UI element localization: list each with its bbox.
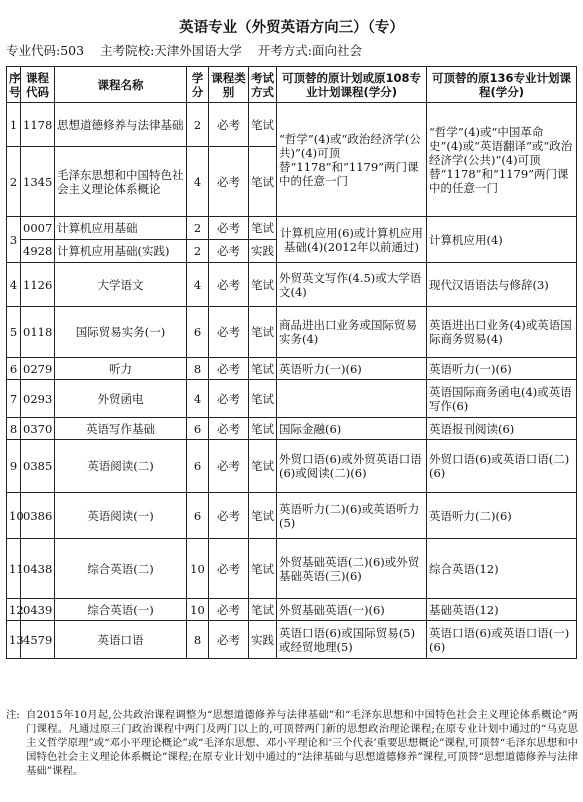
header-seq: 序号 [7, 67, 21, 103]
cell-sub136: 英语国际商务函电(4)或英语写作(6) [427, 380, 577, 418]
cell-code: 1178 [21, 103, 55, 147]
table-row [7, 621, 577, 659]
cell-seq: 12 [7, 599, 21, 621]
cell-code: 0439 [21, 599, 55, 621]
cell-type: 必考 [209, 103, 249, 147]
cell-sub108: 英语听力(一)(6) [277, 358, 427, 380]
cell-exam: 笔试 [249, 440, 277, 493]
cell-credit: 6 [187, 493, 209, 539]
cell-seq: 10 [7, 493, 21, 539]
table-row [7, 358, 577, 380]
cell-credit: 10 [187, 539, 209, 599]
cell-exam: 笔试 [249, 539, 277, 599]
cell-sub136: 基础英语(12) [427, 599, 577, 621]
program-code: 专业代码:503 [6, 43, 85, 58]
cell-type: 必考 [209, 240, 249, 263]
cell-credit: 2 [187, 103, 209, 147]
cell-sub136: 计算机应用(4) [427, 217, 577, 263]
header-name: 课程名称 [55, 67, 187, 103]
table-row [7, 263, 577, 307]
cell-sub108: 计算机应用(6)或计算机应用基础(4)(2012年以前通过) [277, 217, 427, 263]
cell-type: 必考 [209, 217, 249, 240]
cell-code: 0385 [21, 440, 55, 493]
table-row [7, 418, 577, 440]
cell-type: 必考 [209, 380, 249, 418]
cell-sub136: 英语报刊阅读(6) [427, 418, 577, 440]
table-row [7, 103, 577, 147]
cell-exam: 实践 [249, 240, 277, 263]
cell-sub136: 现代汉语语法与修辞(3) [427, 263, 577, 307]
cell-code: 4928 [21, 240, 55, 263]
exam-school: 主考院校:天津外国语大学 [100, 43, 242, 58]
cell-name: 思想道德修养与法律基础 [55, 103, 187, 147]
cell-sub136: 英语听力(一)(6) [427, 358, 577, 380]
cell-seq: 8 [7, 418, 21, 440]
cell-credit: 4 [187, 147, 209, 217]
cell-name: 毛泽东思想和中国特色社会主义理论体系概论 [55, 147, 187, 217]
cell-type: 必考 [209, 493, 249, 539]
cell-credit: 6 [187, 307, 209, 358]
cell-exam: 笔试 [249, 103, 277, 147]
cell-exam: 笔试 [249, 418, 277, 440]
cell-code: 0279 [21, 358, 55, 380]
cell-credit: 2 [187, 217, 209, 240]
cell-credit: 2 [187, 240, 209, 263]
cell-credit: 8 [187, 621, 209, 659]
cell-sub108: 商品进出口业务或国际贸易实务(4) [277, 307, 427, 358]
cell-seq: 2 [7, 147, 21, 217]
cell-name: 计算机应用基础 [55, 217, 187, 240]
cell-name: 英语阅读(二) [55, 440, 187, 493]
cell-sub108: 外贸基础英语(一)(6) [277, 599, 427, 621]
cell-type: 必考 [209, 147, 249, 217]
header-exam: 考试方式 [249, 67, 277, 103]
cell-seq: 4 [7, 263, 21, 307]
header-credit: 学分 [187, 67, 209, 103]
cell-code: 4579 [21, 621, 55, 659]
cell-name: 综合英语(一) [55, 599, 187, 621]
cell-exam: 实践 [249, 621, 277, 659]
cell-name: 英语阅读(一) [55, 493, 187, 539]
cell-name: 计算机应用基础(实践) [55, 240, 187, 263]
table-row [7, 493, 577, 539]
cell-name: 英语写作基础 [55, 418, 187, 440]
cell-type: 必考 [209, 440, 249, 493]
cell-code: 0386 [21, 493, 55, 539]
cell-seq: 13 [7, 621, 21, 659]
cell-exam: 笔试 [249, 358, 277, 380]
cell-sub136: 综合英语(12) [427, 539, 577, 599]
cell-exam: 笔试 [249, 307, 277, 358]
cell-type: 必考 [209, 358, 249, 380]
cell-code: 0293 [21, 380, 55, 418]
header-sub108: 可顶替的原计划或原108专业计划课程(学分) [277, 67, 427, 103]
cell-code: 0438 [21, 539, 55, 599]
page-title: 英语专业（外贸英语方向三）（专） [179, 20, 404, 36]
cell-credit: 6 [187, 440, 209, 493]
cell-seq: 1 [7, 103, 21, 147]
table-row [7, 307, 577, 358]
cell-code: 0118 [21, 307, 55, 358]
table-header-row [7, 67, 577, 103]
cell-type: 必考 [209, 599, 249, 621]
cell-code: 0007 [21, 217, 55, 240]
cell-name: 国际贸易实务(一) [55, 307, 187, 358]
cell-name: 大学语文 [55, 263, 187, 307]
header-code: 课程代码 [21, 67, 55, 103]
cell-exam: 笔试 [249, 147, 277, 217]
table-row [7, 599, 577, 621]
cell-sub136: 英语进出口业务(4)或英语国际商务贸易(4) [427, 307, 577, 358]
cell-sub108: 外贸基础英语(二)(6)或外贸基础英语(三)(6) [277, 539, 427, 599]
cell-name: 外贸函电 [55, 380, 187, 418]
cell-sub108: 国际金融(6) [277, 418, 427, 440]
exam-mode: 开考方式:面向社会 [257, 43, 362, 58]
cell-exam: 笔试 [249, 217, 277, 240]
cell-name: 英语口语 [55, 621, 187, 659]
program-info [6, 41, 374, 59]
cell-seq: 9 [7, 440, 21, 493]
cell-sub108: 外贸口语(6)或外贸英语口语(6)或阅读(二)(6) [277, 440, 427, 493]
footnote-label: 注: [6, 709, 20, 721]
cell-type: 必考 [209, 307, 249, 358]
header-type: 课程类别 [209, 67, 249, 103]
cell-seq: 7 [7, 380, 21, 418]
cell-credit: 4 [187, 263, 209, 307]
cell-seq: 5 [7, 307, 21, 358]
cell-code: 0370 [21, 418, 55, 440]
cell-sub108: 英语口语(6)或国际贸易(5)或经贸地理(5) [277, 621, 427, 659]
cell-type: 必考 [209, 263, 249, 307]
cell-seq: 6 [7, 358, 21, 380]
cell-type: 必考 [209, 621, 249, 659]
cell-exam: 笔试 [249, 263, 277, 307]
footnote-text: 自2015年10月起,公共政治课程调整为“思想道德修养与法律基础”和“毛泽东思想和中国特色社会主义理论体系概论”两门课程。凡通过原三门政治课程中两门及两门以上的,可顶替两门新的思想政治理论课程;在原专业计划中通过的“马克思主义哲学原理”或“邓小平理论概论”或“毛泽东思想、邓小平理论和‘三个代表’重要思想概论”课程,可顶替“毛泽东思想和中国特色社会主义理论体系概论”课程;在原专业计划中通过的“法律基础与思想道德修养”课程,可顶替“思想道德修养与法律基础”课程。 [26, 709, 578, 777]
cell-sub136: “哲学”(4)或“中国革命史”(4)或“英语翻译”或“政治经济学(公共)”(4)可顶替“1178”和“1179”两门课中的任意一门 [427, 103, 577, 217]
cell-code: 1345 [21, 147, 55, 217]
table-row [7, 217, 577, 240]
cell-sub108: 英语听力(二)(6)或英语听力(5) [277, 493, 427, 539]
cell-sub136: 外贸口语(6)或英语口语(二)(6) [427, 440, 577, 493]
cell-sub136: 英语听力(二)(6) [427, 493, 577, 539]
cell-sub108: 外贸英文写作(4.5)或大学语文(4) [277, 263, 427, 307]
cell-exam: 笔试 [249, 493, 277, 539]
cell-type: 必考 [209, 418, 249, 440]
cell-exam: 笔试 [249, 599, 277, 621]
course-table [6, 66, 577, 659]
footnote [6, 708, 578, 778]
cell-sub136: 英语口语(6)或英语口语(一)(6) [427, 621, 577, 659]
header-sub136: 可顶替的原136专业计划课程(学分) [427, 67, 577, 103]
cell-code: 1126 [21, 263, 55, 307]
table-row [7, 380, 577, 418]
cell-credit: 6 [187, 418, 209, 440]
table-row [7, 440, 577, 493]
cell-credit: 10 [187, 599, 209, 621]
cell-seq: 3 [7, 217, 21, 263]
cell-exam: 笔试 [249, 380, 277, 418]
cell-seq: 11 [7, 539, 21, 599]
cell-name: 综合英语(二) [55, 539, 187, 599]
cell-credit: 8 [187, 358, 209, 380]
cell-sub108: “哲学”(4)或“政治经济学(公共)”(4)可顶替“1178”和“1179”两门课中的任意一门 [277, 103, 427, 217]
cell-name: 听力 [55, 358, 187, 380]
table-row [7, 539, 577, 599]
cell-type: 必考 [209, 539, 249, 599]
cell-sub108 [277, 380, 427, 418]
cell-credit: 4 [187, 380, 209, 418]
